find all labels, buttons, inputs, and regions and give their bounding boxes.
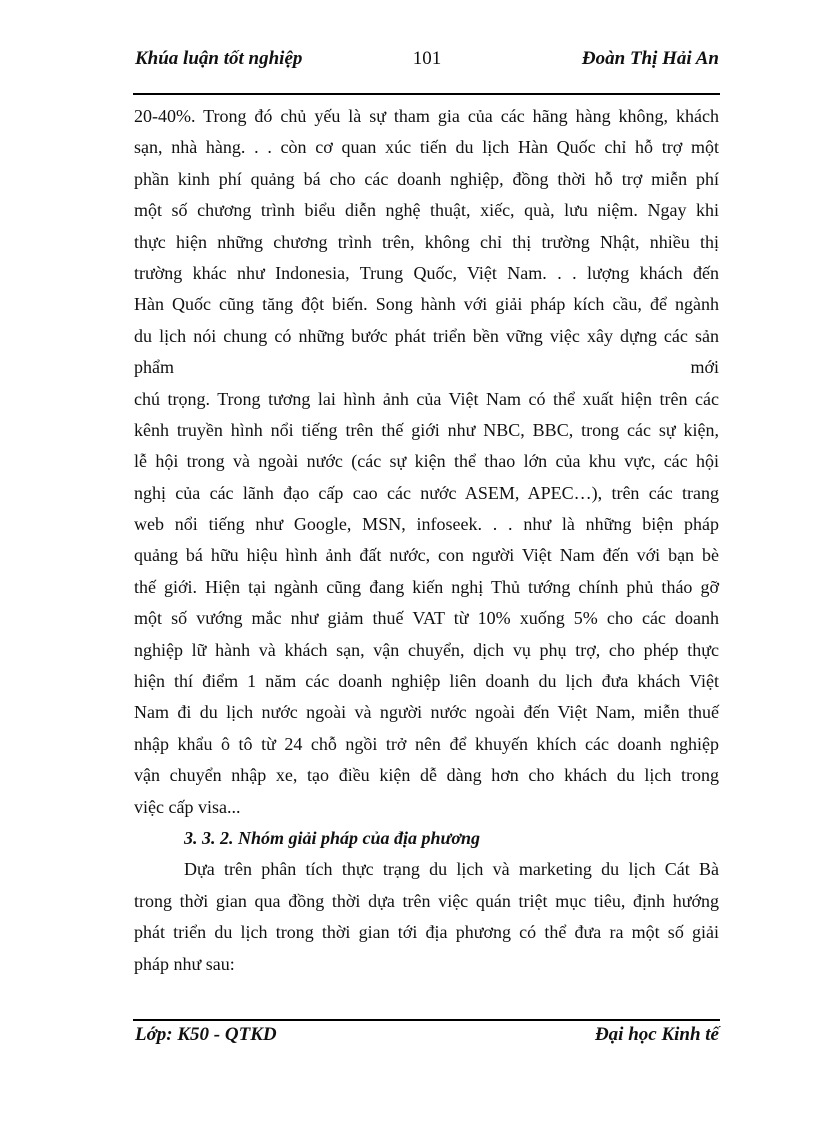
text-line: trường khác như Indonesia, Trung Quốc, Việt Nam. . . lượng khách đến (134, 262, 719, 283)
header-rule (133, 93, 720, 95)
text-line: trong thời gian qua đồng thời dựa trên việc quán triệt mục tiêu, định hướng (134, 890, 719, 911)
text-line: phát triển du lịch trong thời gian tới địa phương có thể đưa ra một số giải (134, 922, 719, 943)
text-line: vận chuyển nhập xe, tạo điều kiện dễ dàng hơn cho khách du lịch trong (134, 765, 719, 786)
text-line: một số chương trình biểu diễn nghệ thuật, xiếc, quà, lưu niệm. Ngay khi (134, 200, 719, 221)
page-header (135, 48, 719, 74)
text-line: Hàn Quốc cũng tăng đột biến. Song hành với giải pháp kích cầu, để ngành (134, 294, 719, 315)
text-line: kênh truyền hình nổi tiếng trên thế giới như NBC, BBC, trong các sự kiện, (134, 419, 719, 440)
text-line: phẩm mới (134, 357, 719, 378)
footer-university: Đại học Kinh tế (594, 1024, 719, 1045)
page-number: 101 (412, 48, 442, 69)
text-line: thế giới. Hiện tại ngành cũng đang kiến nghị Thủ tướng chính phủ tháo gỡ (134, 576, 719, 597)
text-line: một số vướng mắc như giảm thuế VAT từ 10% xuống 5% cho các doanh (134, 608, 719, 629)
text-line: pháp như sau: (134, 953, 235, 974)
text-line: chú trọng. Trong tương lai hình ảnh của Việt Nam có thể xuất hiện trên các (134, 388, 719, 409)
text-line: 20-40%. Trong đó chủ yếu là sự tham gia của các hãng hàng không, khách (134, 106, 719, 126)
text-line: Nam đi du lịch nước ngoài và người nước ngoài đến Việt Nam, miễn thuế (134, 702, 719, 723)
text-line: nghị của các lãnh đạo cấp cao các nước ASEM, APEC…), trên các trang (134, 482, 719, 503)
page-footer (135, 1024, 719, 1050)
section-heading: 3. 3. 2. Nhóm giải pháp của địa phương (184, 827, 480, 848)
text-line: hiện thí điểm 1 năm các doanh nghiệp liên doanh du lịch đưa khách Việt (134, 671, 719, 692)
text-line: nhập khẩu ô tô từ 24 chỗ ngồi trở nên để khuyến khích các doanh nghiệp (134, 733, 719, 754)
text-line: thực hiện những chương trình trên, không chỉ thị trường Nhật, nhiều thị (134, 231, 719, 252)
text-line: Dựa trên phân tích thực trạng du lịch và marketing du lịch Cát Bà (184, 859, 719, 880)
text-line: quảng bá hữu hiệu hình ảnh đất nước, con người Việt Nam đến với bạn bè (134, 545, 719, 566)
text-line: nghiệp lữ hành và khách sạn, vận chuyển, dịch vụ phụ trợ, cho phép thực (134, 639, 719, 660)
text-line: du lịch nói chung có những bước phát triển bền vững việc xây dựng các sản (134, 325, 719, 346)
text-line: sạn, nhà hàng. . . còn cơ quan xúc tiến du lịch Hàn Quốc chỉ hỗ trợ một (134, 137, 719, 158)
text-line: lễ hội trong và ngoài nước (các sự kiện thể thao lớn của khu vực, các hội (134, 451, 719, 472)
text-line: việc cấp visa... (134, 796, 241, 817)
text-line: web nổi tiếng như Google, MSN, infoseek. . . như là những biện pháp (134, 514, 719, 535)
body-text (134, 101, 719, 980)
footer-rule (133, 1019, 720, 1021)
footer-class: Lớp: K50 - QTKD (135, 1024, 277, 1045)
text-line: phần kinh phí quảng bá cho các doanh nghiệp, đồng thời hỗ trợ miễn phí (134, 168, 719, 189)
header-author: Đoàn Thị Hải An (581, 48, 719, 69)
header-thesis-title: Khúa luận tốt nghiệp (135, 48, 303, 69)
